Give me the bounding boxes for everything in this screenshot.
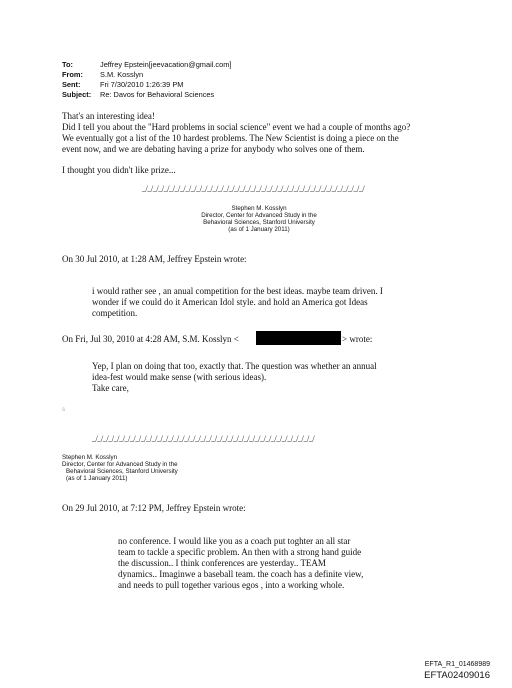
quote-line: team to tackle a specific problem. An then with a strong hand guide bbox=[118, 547, 362, 557]
quote-line: dynamics.. Imaginwe a baseball team. the coach has a definite view, bbox=[118, 569, 364, 579]
quote-line: i would rather see , an anual competition for the best ideas. maybe team driven. I bbox=[92, 286, 383, 296]
quote-line: wonder if we could do it American Idol style. and hold an America got Ideas bbox=[92, 297, 368, 307]
message-line: That's an interesting idea! bbox=[62, 111, 155, 121]
signature-name: Stephen M. Kosslyn bbox=[62, 454, 118, 461]
quote-attribution: On 29 Jul 2010, at 7:12 PM, Jeffrey Epstein wrote: bbox=[62, 503, 246, 513]
signature-title: Director, Center for Advanced Study in the bbox=[62, 461, 178, 468]
email-header bbox=[62, 60, 231, 100]
to-label: To: bbox=[62, 60, 73, 69]
redaction-bar bbox=[256, 331, 341, 345]
quote-line: Take care, bbox=[92, 383, 129, 393]
signature-title: Behavioral Sciences, Stanford University bbox=[66, 468, 178, 475]
subject-value: Re: Davos for Behavioral Sciences bbox=[100, 90, 215, 99]
signature-divider: _/_/_/_/_/_/_/_/_/_/_/_/_/_/_/_/_/_/_/_/_/_/_/_/_/_/_/_/_/_/_/_/_/_/_/_/_/_/_/_/_/ bbox=[142, 184, 365, 193]
quote-attribution-end: > wrote: bbox=[342, 334, 373, 344]
from-label: From: bbox=[62, 70, 83, 79]
message-line: event now, and we are debating having a prize for anybody who solves one of them. bbox=[62, 144, 365, 154]
signature-title: Behavioral Sciences, Stanford University bbox=[203, 219, 315, 226]
message-line: We eventually got a list of the 10 hardest problems. The New Scientist is doing a piece on the bbox=[62, 133, 399, 143]
signature-title: (as of 1 January 2011) bbox=[228, 226, 290, 233]
subject-label: Subject: bbox=[62, 90, 92, 99]
to-value: Jeffrey Epstein[jeevacation@gmail.com] bbox=[100, 60, 232, 69]
message-line: Did I tell you about the "Hard problems in social science" event we had a couple of months ago? bbox=[62, 122, 411, 132]
sent-label: Sent: bbox=[62, 80, 81, 89]
stray-mark: s bbox=[62, 406, 66, 413]
document-reference: EFTA_R1_01468989 bbox=[424, 661, 490, 668]
from-row bbox=[62, 70, 231, 80]
to-row bbox=[62, 60, 231, 70]
quote-line: and needs to pull together various egos , into a working whole. bbox=[118, 580, 345, 590]
signature-divider: _/_/_/_/_/_/_/_/_/_/_/_/_/_/_/_/_/_/_/_/_/_/_/_/_/_/_/_/_/_/_/_/_/_/_/_/_/_/_/_/_/ bbox=[92, 434, 315, 443]
quote-line: competition. bbox=[92, 308, 138, 318]
signature-name: Stephen M. Kosslyn bbox=[231, 205, 287, 212]
message-line: I thought you didn't like prize... bbox=[62, 165, 176, 175]
quote-line: idea-fest would make sense (with serious ideas). bbox=[92, 372, 267, 382]
quote-line: the discussion.. I think conferences are yesterday.. TEAM bbox=[118, 558, 326, 568]
quote-attribution-start: On Fri, Jul 30, 2010 at 4:28 AM, S.M. Kosslyn < bbox=[62, 334, 239, 344]
sent-row bbox=[62, 80, 231, 90]
quote-line: Yep, I plan on doing that too, exactly that. The question was whether an annual bbox=[92, 361, 377, 371]
quote-line: no conference. I would like you as a coach put toghter an all star bbox=[118, 536, 351, 546]
subject-row bbox=[62, 90, 231, 100]
signature-title: (as of 1 January 2011) bbox=[66, 475, 128, 482]
document-reference: EFTA02409016 bbox=[424, 670, 490, 681]
from-value: S.M. Kosslyn bbox=[100, 70, 144, 79]
sent-value: Fri 7/30/2010 1:26:39 PM bbox=[100, 80, 184, 89]
quote-attribution: On 30 Jul 2010, at 1:28 AM, Jeffrey Epstein wrote: bbox=[62, 254, 247, 264]
signature-title: Director, Center for Advanced Study in the bbox=[201, 212, 317, 219]
